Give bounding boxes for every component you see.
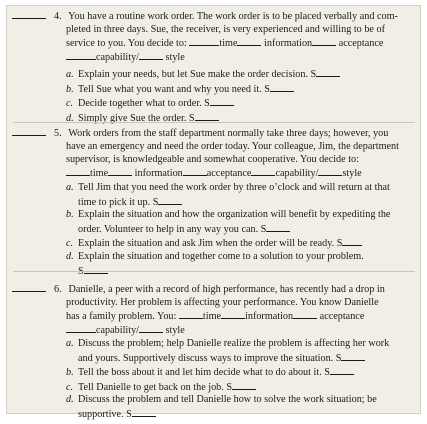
score-blank[interactable]: [210, 96, 234, 106]
style-blank[interactable]: [139, 323, 163, 333]
option-d: d. Discuss the problem and tell Danielle how to solve the work situation; be: [66, 394, 377, 406]
question-6-number: 6.: [54, 284, 62, 295]
information-blank[interactable]: [237, 36, 261, 46]
section-divider: [13, 122, 415, 123]
time-blank[interactable]: [66, 166, 90, 176]
answer-blank-6[interactable]: [12, 291, 46, 292]
time-blank[interactable]: [179, 309, 203, 319]
information-blank[interactable]: [108, 166, 132, 176]
acceptance-blank[interactable]: [293, 309, 317, 319]
score-blank[interactable]: [158, 195, 182, 205]
score-blank[interactable]: [195, 111, 219, 121]
question-4-number: 4.: [54, 11, 62, 22]
option-a: a. Tell Jim that you need the work order by three o’clock and will return at that: [66, 182, 390, 193]
question-6-options: a. Discuss the problem; help Danielle realize the problem is affecting her work and yours. Supportively discuss ways to improve the situation. S b. Tell the boss about it and let him decide what to do about it. S c. Tell Danielle to get back on the job. S d. Discuss the problem and tell Danielle how to solve the work situation; be supportive. S: [66, 338, 416, 422]
option-d: d. Explain the situation and together come to a solution to your problem.: [66, 250, 364, 262]
capability-blank[interactable]: [66, 50, 96, 60]
option-b: b. Tell Sue what you want and why you need it. S: [66, 82, 416, 97]
answer-blank-4[interactable]: [12, 18, 46, 19]
information-blank[interactable]: [221, 309, 245, 319]
capability-blank[interactable]: [251, 166, 275, 176]
score-blank[interactable]: [316, 67, 340, 77]
score-blank[interactable]: [341, 351, 365, 361]
score-blank[interactable]: [342, 236, 362, 246]
style-blank[interactable]: [139, 50, 163, 60]
option-c: c. Decide together what to order. S: [66, 96, 416, 111]
question-4-options: [66, 67, 416, 125]
score-blank[interactable]: [232, 380, 256, 390]
section-divider: [13, 271, 415, 272]
questionnaire-page: [6, 5, 421, 420]
option-c: c. Tell Danielle to get back on the job. S: [66, 380, 416, 395]
score-blank[interactable]: [266, 222, 290, 232]
score-blank[interactable]: [132, 407, 156, 417]
question-6-stem: 6. Danielle, a peer with a record of high performance, has recently had a drop in productivity. Her problem is affecting your performance. You know Danielle has a family problem. You: time information acceptance capability/ style: [54, 284, 385, 337]
capability-blank[interactable]: [66, 323, 96, 333]
time-blank[interactable]: [189, 36, 219, 46]
score-blank[interactable]: [330, 365, 354, 375]
score-blank[interactable]: [84, 264, 108, 274]
acceptance-blank[interactable]: [183, 166, 207, 176]
question-4-stem: 4. You have a routine work order. The work order is to be placed verbally and com- pleted in three days. Sue, the receiver, is very experienced and willing to be of service to you. You decide to: time information acceptance capability/ style: [54, 11, 398, 64]
option-a: a. Discuss the problem; help Danielle realize the problem is affecting her work: [66, 338, 390, 349]
option-c: c. Explain the situation and ask Jim when the order will be ready. S: [66, 236, 416, 251]
score-blank[interactable]: [270, 82, 294, 92]
option-a: a. Explain your needs, but let Sue make the order decision. S: [66, 67, 416, 82]
question-5-number: 5.: [54, 128, 62, 139]
option-b: b. Tell the boss about it and let him decide what to do about it. S: [66, 365, 416, 380]
question-5-stem: 5. Work orders from the staff department normally take three days; however, you have an emergency and need the order today. Your colleague, Jim, the department supervisor, is knowledgeable and somewhat cooperative. You decide to: time information acceptance capability/ style: [54, 128, 399, 180]
option-b: b. Explain the situation and how the organization will benefit by expediting the: [66, 209, 391, 221]
answer-blank-5[interactable]: [12, 135, 46, 136]
question-5-options: a. Tell Jim that you need the work order by three o’clock and will return at that time to pick it up. S b. Explain the situation and how the organization will benefit by expediting the order. Volunteer to help in any way you can. S c. Explain the situation and ask Jim when the order will be ready. S d. Explain the situation and together come to a solution to your problem. S: [66, 182, 416, 278]
option-d: d. Simply give Sue the order. S: [66, 111, 416, 126]
style-blank[interactable]: [318, 166, 342, 176]
acceptance-blank[interactable]: [312, 36, 336, 46]
